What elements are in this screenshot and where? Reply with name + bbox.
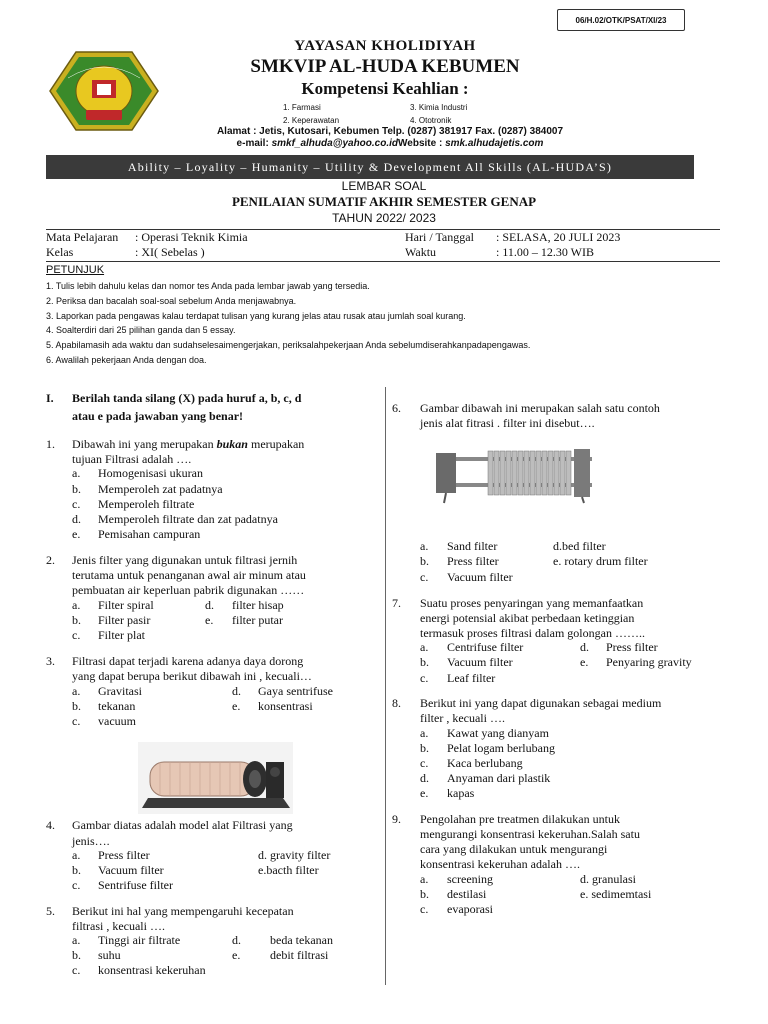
school-logo-icon [48,50,160,132]
competency-item: 4. Ototronik [410,116,452,125]
option-letter[interactable]: a. [420,872,429,886]
option-letter[interactable]: a. [72,684,81,698]
option-letter[interactable]: d. [420,771,429,785]
section-number: I. [46,391,54,405]
option-text: Gravitasi [98,684,142,698]
option-text: debit filtrasi [270,948,329,962]
option-text: Filter spiral [98,598,154,612]
option-letter[interactable]: d. [232,933,241,947]
time-label: Waktu [405,245,437,259]
question-number: 9. [392,812,401,826]
question-number: 6. [392,401,401,415]
question-number: 4. [46,818,55,832]
subject-value: : Operasi Teknik Kimia [135,230,248,244]
instruction-item: 4. Soalterdiri dari 25 pilihan ganda dan 5 essay. [46,325,236,335]
option-letter[interactable]: b. [72,948,81,962]
option-letter[interactable]: e. [420,786,429,800]
option-text: destilasi [447,887,487,901]
question-text-part: Dibawah ini yang merupakan [72,437,217,451]
question-text: jenis alat fitrasi . filter ini disebut…. [420,416,595,430]
option-text: Penyaring gravity [606,655,692,669]
option-letter[interactable]: a. [72,848,81,862]
question-text: termasuk proses filtrasi dalam golongan …….. [420,626,645,640]
sheet-label: LEMBAR SOAL [341,179,427,193]
option-letter[interactable]: d. [232,684,241,698]
option-letter[interactable]: c. [420,902,429,916]
option-letter[interactable]: a. [72,933,81,947]
question-number: 1. [46,437,55,451]
section-line: atau e pada jawaban yang benar! [72,409,244,423]
option-letter[interactable]: c. [72,878,81,892]
option-letter[interactable]: e. [232,948,241,962]
option-text[interactable]: e. sedimemtasi [580,887,652,901]
option-letter[interactable]: b. [420,741,429,755]
question-number: 7. [392,596,401,610]
option-text: Anyaman dari plastik [447,771,551,785]
option-text: Homogenisasi ukuran [98,466,203,480]
question-text: jenis…. [72,834,110,848]
option-text: Pelat logam berlubang [447,741,555,755]
option-letter[interactable]: b. [72,863,81,877]
question-text-part: merupakan [247,437,305,451]
option-letter[interactable]: c. [72,714,81,728]
option-text: Vacuum filter [98,863,164,877]
question-text: Gambar diatas adalah model alat Filtrasi yang [72,818,293,832]
option-letter[interactable]: a. [72,598,81,612]
option-letter[interactable]: d. [580,640,589,654]
option-text: Leaf filter [447,671,496,685]
question-text: cara yang dilakukan untuk mengurangi [420,842,608,856]
option-letter[interactable]: a. [420,640,429,654]
option-text[interactable]: d. granulasi [580,872,636,886]
question-number: 3. [46,654,55,668]
option-letter[interactable]: a. [420,726,429,740]
instruction-item: 3. Laporkan pada pengawas kalau terdapat tulisan yang kurang jelas atau rusak atau jumlah soal kurang. [46,311,466,321]
option-letter[interactable]: c. [420,671,429,685]
competency-title: Kompetensi Keahlian : [301,79,469,98]
question-number: 5. [46,904,55,918]
option-letter[interactable]: b. [72,482,81,496]
instruction-item: 5. Apabilamasih ada waktu dan sudahselesaimengerjakan, periksalahpekerjaan Anda sebelumdiserahkanpadapengawas. [46,340,531,350]
option-text: kapas [447,786,475,800]
option-text[interactable]: d.bed filter [553,539,606,553]
option-letter[interactable]: c. [72,497,81,511]
option-text: vacuum [98,714,136,728]
question-text: Filtrasi dapat terjadi karena adanya daya dorong [72,654,304,668]
option-text[interactable]: e.bacth filter [258,863,319,877]
question-text: tujuan Filtrasi adalah …. [72,452,192,466]
question-number: 8. [392,696,401,710]
option-text: Gaya sentrifuse [258,684,333,698]
instructions-title: PETUNJUK [46,264,105,276]
instruction-item: 6. Awalilah pekerjaan Anda dengan doa. [46,355,207,365]
option-text: Press filter [606,640,658,654]
question-text: filter , kecuali …. [420,711,505,725]
option-letter[interactable]: b. [420,655,429,669]
date-value: : SELASA, 20 JULI 2023 [496,230,621,244]
option-letter[interactable]: a. [72,466,81,480]
option-text: evaporasi [447,902,493,916]
rotary-drum-filter-image [138,742,293,814]
emphasis-text: bukan [216,437,248,451]
option-letter[interactable]: e. [72,527,81,541]
option-text: konsentrasi kekeruhan [98,963,206,977]
option-text: Memperoleh filtrate [98,497,195,511]
option-letter[interactable]: b. [420,554,429,568]
divider [46,261,720,262]
option-text: screening [447,872,493,886]
question-text: Suatu proses penyaringan yang memanfaatkan [420,596,644,610]
question-text: Gambar dibawah ini merupakan salah satu contoh [420,401,660,415]
exam-title: PENILAIAN SUMATIF AKHIR SEMESTER GENAP [231,194,537,209]
plate-press-filter-image [432,443,596,505]
question-text [72,437,377,452]
date-label: Hari / Tanggal [405,230,474,244]
motto-text: Ability – Loyality – Humanity – Utility & Development All Skills (AL-HUDA’S) [127,159,613,174]
option-letter[interactable]: c. [72,628,81,642]
option-text: Kaca berlubang [447,756,523,770]
option-letter[interactable]: c. [420,756,429,770]
option-letter[interactable]: e. [232,699,241,713]
option-letter[interactable]: e. [205,613,214,627]
option-text: filter hisap [232,598,284,612]
email-link[interactable]: smkf_alhuda@yahoo.co.id [271,138,399,149]
column-divider [385,387,386,985]
option-text: konsentrasi [258,699,313,713]
question-text: terutama untuk penanganan awal air minum atau [72,568,306,582]
option-text: suhu [98,948,121,962]
option-letter[interactable]: b. [72,613,81,627]
question-text: energi potensial akibat perbedaan ketinggian [420,611,635,625]
email-label: e-mail: [236,138,272,149]
option-letter[interactable]: c. [420,570,429,584]
option-text: Sand filter [447,539,498,553]
question-text: Jenis filter yang digunakan untuk filtrasi jernih [72,553,298,567]
instruction-item: 2. Periksa dan bacalah soal-soal sebelum Anda menjawabnya. [46,296,297,306]
section-instruction [72,391,380,424]
competency-item: 3. Kimia Industri [410,103,468,112]
option-text: Tinggi air filtrate [98,933,181,947]
time-value: : 11.00 – 12.30 WIB [496,245,594,259]
option-letter[interactable]: c. [72,963,81,977]
option-letter[interactable]: a. [420,539,429,553]
subject-label: Mata Pelajaran [46,230,119,244]
exam-year: TAHUN 2022/ 2023 [332,211,436,225]
question-text: filtrasi , kecuali …. [72,919,165,933]
question-text: Berikut ini yang dapat digunakan sebagai medium [420,696,662,710]
school-contact [160,138,620,149]
option-letter[interactable]: d. [72,512,81,526]
option-text: tekanan [98,699,136,713]
option-text: Press filter [98,848,150,862]
website-label: Website : [398,138,446,149]
option-letter[interactable]: e. [580,655,589,669]
option-text: filter putar [232,613,283,627]
option-letter[interactable]: d. [205,598,214,612]
option-text: Kawat yang dianyam [447,726,549,740]
class-label: Kelas [46,245,74,259]
option-text: Memperoleh zat padatnya [98,482,223,496]
option-text: Sentrifuse filter [98,878,173,892]
competency-item: 2. Keperawatan [283,116,340,125]
option-text: Memperoleh filtrate dan zat padatnya [98,512,278,526]
option-text: Centrifuse filter [447,640,524,654]
option-text[interactable]: d. gravity filter [258,848,331,862]
option-text: Filter plat [98,628,145,642]
option-letter[interactable]: b. [72,699,81,713]
competency-item: 1. Farmasi [283,103,321,112]
question-number: 2. [46,553,55,567]
option-text: Press filter [447,554,499,568]
school-address: Alamat : Jetis, Kutosari, Kebumen Telp. (0287) 381917 Fax. (0287) 384007 [216,126,564,137]
question-text: yang dapat berupa berikut dibawah ini , kecuali… [72,669,312,683]
option-text: Vacuum filter [447,570,513,584]
document-code: 06/H.02/OTK/PSAT/XI/23 [557,9,685,31]
option-text: Filter pasir [98,613,151,627]
question-text: konsentrasi kekeruhan adalah …. [420,857,580,871]
question-text: Pengolahan pre treatmen dilakukan untuk [420,812,620,826]
question-text: mengurangi konsentrasi kekeruhan.Salah satu [420,827,640,841]
option-text: Pemisahan campuran [98,527,201,541]
section-line: Berilah tanda silang (X) pada huruf a, b, c, d [72,391,302,405]
option-letter[interactable]: b. [420,887,429,901]
instruction-item: 1. Tulis lebih dahulu kelas dan nomor tes Anda pada lembar jawab yang tersedia. [46,281,370,291]
school-name: SMKVIP AL-HUDA KEBUMEN [250,56,520,77]
option-text[interactable]: e. rotary drum filter [553,554,648,568]
option-text: Vacuum filter [447,655,513,669]
question-text: Berikut ini hal yang mempengaruhi kecepatan [72,904,294,918]
option-text: beda tekanan [270,933,333,947]
website-link[interactable]: smk.alhudajetis.com [445,138,544,149]
class-value: : XI( Sebelas ) [135,245,205,259]
question-text: pembuatan air keperluan pabrik digunakan …… [72,583,305,597]
foundation-name: YAYASAN KHOLIDIYAH [294,38,476,54]
motto-banner [46,155,694,179]
